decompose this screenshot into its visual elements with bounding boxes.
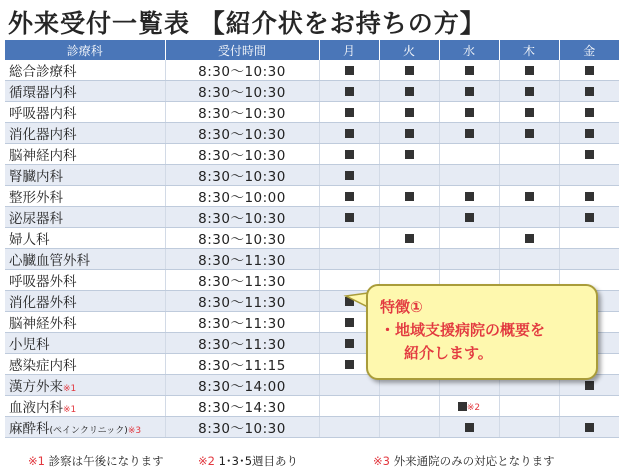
dept-cell	[5, 396, 165, 417]
footnote-3-text: 外来通院のみの対応となります	[393, 454, 555, 468]
filled-square-icon	[405, 87, 414, 96]
table-row	[5, 81, 619, 102]
filled-square-icon	[345, 213, 354, 222]
dept-name: 婦人科	[9, 232, 50, 248]
filled-square-icon	[525, 192, 534, 201]
header-mon: 月	[319, 40, 379, 60]
day-cell	[319, 207, 379, 228]
day-cell	[379, 249, 439, 270]
day-cell	[499, 207, 559, 228]
day-cell	[559, 396, 619, 417]
footnote-2-text: 1･3･5週目あり	[218, 454, 299, 468]
filled-square-icon	[525, 87, 534, 96]
filled-square-icon	[458, 402, 467, 411]
hours-cell: 8:30～14:30	[165, 396, 319, 417]
dept-name: 呼吸器内科	[9, 106, 77, 122]
day-cell	[379, 144, 439, 165]
hours-cell: 8:30～14:00	[165, 375, 319, 396]
header-fri: 金	[559, 40, 619, 60]
hours-cell: 8:30～10:30	[165, 102, 319, 123]
hours-cell: 8:30～11:30	[165, 249, 319, 270]
dept-name: 麻酔科	[9, 421, 50, 437]
dept-cell	[5, 228, 165, 249]
hours-cell: 8:30～11:15	[165, 354, 319, 375]
filled-square-icon	[525, 66, 534, 75]
filled-square-icon	[405, 108, 414, 117]
dept-name: 感染症内科	[9, 358, 77, 374]
dept-name: 小児科	[9, 337, 50, 353]
day-cell	[439, 207, 499, 228]
filled-square-icon	[345, 87, 354, 96]
day-cell	[319, 81, 379, 102]
filled-square-icon	[465, 87, 474, 96]
footnote-2	[198, 453, 298, 469]
dept-cell	[5, 123, 165, 144]
filled-square-icon	[585, 423, 594, 432]
filled-square-icon	[465, 213, 474, 222]
day-cell	[499, 81, 559, 102]
day-cell	[559, 144, 619, 165]
dept-cell	[5, 270, 165, 291]
day-cell	[379, 81, 439, 102]
day-cell	[379, 186, 439, 207]
footnote-2-symbol: ※2	[198, 454, 215, 468]
dept-name: 消化器内科	[9, 127, 77, 143]
day-cell	[379, 60, 439, 81]
hours-cell: 8:30～11:30	[165, 270, 319, 291]
filled-square-icon	[345, 150, 354, 159]
filled-square-icon	[345, 66, 354, 75]
filled-square-icon	[585, 87, 594, 96]
day-cell	[499, 123, 559, 144]
filled-square-icon	[405, 150, 414, 159]
hours-cell: 8:30～10:30	[165, 417, 319, 438]
filled-square-icon	[405, 129, 414, 138]
hours-cell: 8:30～10:00	[165, 186, 319, 207]
hours-cell: 8:30～11:30	[165, 333, 319, 354]
dept-cell	[5, 81, 165, 102]
day-cell	[379, 102, 439, 123]
filled-square-icon	[525, 129, 534, 138]
filled-square-icon	[405, 66, 414, 75]
filled-square-icon	[405, 234, 414, 243]
table-row	[5, 207, 619, 228]
footnote-3	[373, 453, 555, 469]
day-cell	[379, 396, 439, 417]
footnote-1	[28, 453, 164, 469]
feature-callout	[366, 284, 598, 380]
day-cell	[499, 60, 559, 81]
day-cell	[439, 249, 499, 270]
day-cell	[379, 165, 439, 186]
header-tue: 火	[379, 40, 439, 60]
dept-name: 総合診療科	[9, 64, 77, 80]
day-cell	[319, 228, 379, 249]
filled-square-icon	[585, 150, 594, 159]
filled-square-icon	[465, 192, 474, 201]
footnote-1-text: 診察は午後になります	[48, 454, 164, 468]
dept-cell	[5, 165, 165, 186]
header-thu: 木	[499, 40, 559, 60]
dept-name: 心臓血管外科	[9, 253, 90, 269]
day-cell	[319, 396, 379, 417]
dept-cell	[5, 333, 165, 354]
dept-cell	[5, 207, 165, 228]
table-header-row	[5, 40, 619, 60]
day-cell	[559, 81, 619, 102]
filled-square-icon	[465, 423, 474, 432]
hours-cell: 8:30～11:30	[165, 312, 319, 333]
hours-cell: 8:30～10:30	[165, 165, 319, 186]
dept-name: 脳神経内科	[9, 148, 77, 164]
day-cell	[439, 186, 499, 207]
day-cell	[319, 144, 379, 165]
header-dept: 診療科	[5, 40, 165, 60]
dept-cell	[5, 102, 165, 123]
day-cell	[499, 165, 559, 186]
hours-cell: 8:30～10:30	[165, 60, 319, 81]
day-cell	[319, 417, 379, 438]
dept-cell	[5, 144, 165, 165]
table-row	[5, 102, 619, 123]
day-cell	[439, 144, 499, 165]
table-row	[5, 60, 619, 81]
table-row	[5, 123, 619, 144]
day-cell	[559, 228, 619, 249]
day-cell	[439, 81, 499, 102]
day-cell	[559, 186, 619, 207]
day-cell	[499, 417, 559, 438]
callout-line-2: 紹介します。	[404, 344, 493, 362]
filled-square-icon	[525, 234, 534, 243]
day-cell	[439, 417, 499, 438]
day-cell	[559, 207, 619, 228]
header-wed: 水	[439, 40, 499, 60]
day-cell	[559, 102, 619, 123]
dept-name: 漢方外来	[9, 379, 63, 395]
day-cell	[499, 144, 559, 165]
day-cell	[379, 207, 439, 228]
day-cell	[379, 123, 439, 144]
dept-cell	[5, 375, 165, 396]
day-cell	[499, 102, 559, 123]
hours-cell: 8:30～10:30	[165, 123, 319, 144]
filled-square-icon	[405, 192, 414, 201]
callout-line-1: ・地域支援病院の概要を	[380, 321, 546, 339]
filled-square-icon	[345, 129, 354, 138]
filled-square-icon	[525, 108, 534, 117]
filled-square-icon	[345, 339, 354, 348]
page-title: 外来受付一覧表 【紹介状をお持ちの方】	[8, 9, 486, 38]
table-row	[5, 396, 619, 417]
day-cell	[319, 102, 379, 123]
hours-cell: 8:30～10:30	[165, 207, 319, 228]
filled-square-icon	[465, 108, 474, 117]
dept-cell	[5, 60, 165, 81]
day-cell	[439, 60, 499, 81]
filled-square-icon	[465, 66, 474, 75]
day-cell	[559, 123, 619, 144]
dept-name: 呼吸器外科	[9, 274, 77, 290]
day-cell	[379, 228, 439, 249]
footnote-1-symbol: ※1	[28, 454, 45, 468]
filled-square-icon	[345, 360, 354, 369]
day-cell	[379, 417, 439, 438]
day-cell	[559, 60, 619, 81]
day-cell	[439, 165, 499, 186]
table-row	[5, 144, 619, 165]
day-cell	[319, 60, 379, 81]
dept-name: 腎臓内科	[9, 169, 63, 185]
dept-name: 血液内科	[9, 400, 63, 416]
footnote-3-symbol: ※3	[373, 454, 390, 468]
day-cell	[439, 396, 499, 417]
day-cell	[499, 396, 559, 417]
day-cell	[439, 228, 499, 249]
table-body	[5, 60, 619, 438]
day-cell	[319, 123, 379, 144]
day-cell	[559, 165, 619, 186]
day-cell	[559, 249, 619, 270]
filled-square-icon	[585, 381, 594, 390]
dept-note: ※3	[127, 426, 142, 436]
filled-square-icon	[345, 318, 354, 327]
dept-name: 泌尿器科	[9, 211, 63, 227]
day-cell	[439, 102, 499, 123]
filled-square-icon	[585, 192, 594, 201]
dept-name: 消化器外科	[9, 295, 77, 311]
dept-cell	[5, 417, 165, 438]
filled-square-icon	[465, 129, 474, 138]
dept-cell	[5, 186, 165, 207]
dept-cell	[5, 291, 165, 312]
dept-note: ※1	[63, 384, 77, 394]
day-cell	[499, 249, 559, 270]
filled-square-icon	[585, 213, 594, 222]
dept-cell	[5, 312, 165, 333]
dept-name: 整形外科	[9, 190, 63, 206]
filled-square-icon	[585, 129, 594, 138]
dept-subtitle: (ペインクリニック)	[49, 426, 128, 436]
day-cell	[559, 417, 619, 438]
hours-cell: 8:30～11:30	[165, 291, 319, 312]
dept-name: 循環器内科	[9, 85, 77, 101]
day-note: ※2	[466, 403, 481, 413]
table-row	[5, 165, 619, 186]
filled-square-icon	[585, 66, 594, 75]
table-row	[5, 228, 619, 249]
filled-square-icon	[345, 192, 354, 201]
dept-cell	[5, 249, 165, 270]
callout-heading: 特徴①	[380, 298, 423, 316]
footnotes	[28, 453, 624, 471]
table-row	[5, 186, 619, 207]
filled-square-icon	[585, 108, 594, 117]
dept-cell	[5, 354, 165, 375]
hours-cell: 8:30～10:30	[165, 228, 319, 249]
header-hours: 受付時間	[165, 40, 319, 60]
day-cell	[319, 186, 379, 207]
day-cell	[439, 123, 499, 144]
hours-cell: 8:30～10:30	[165, 144, 319, 165]
day-cell	[319, 249, 379, 270]
dept-name: 脳神経外科	[9, 316, 77, 332]
day-cell	[319, 165, 379, 186]
hours-cell: 8:30～10:30	[165, 81, 319, 102]
filled-square-icon	[345, 108, 354, 117]
table-row	[5, 417, 619, 438]
table-row	[5, 249, 619, 270]
dept-note: ※1	[63, 405, 77, 415]
day-cell	[499, 228, 559, 249]
day-cell	[499, 186, 559, 207]
filled-square-icon	[345, 171, 354, 180]
